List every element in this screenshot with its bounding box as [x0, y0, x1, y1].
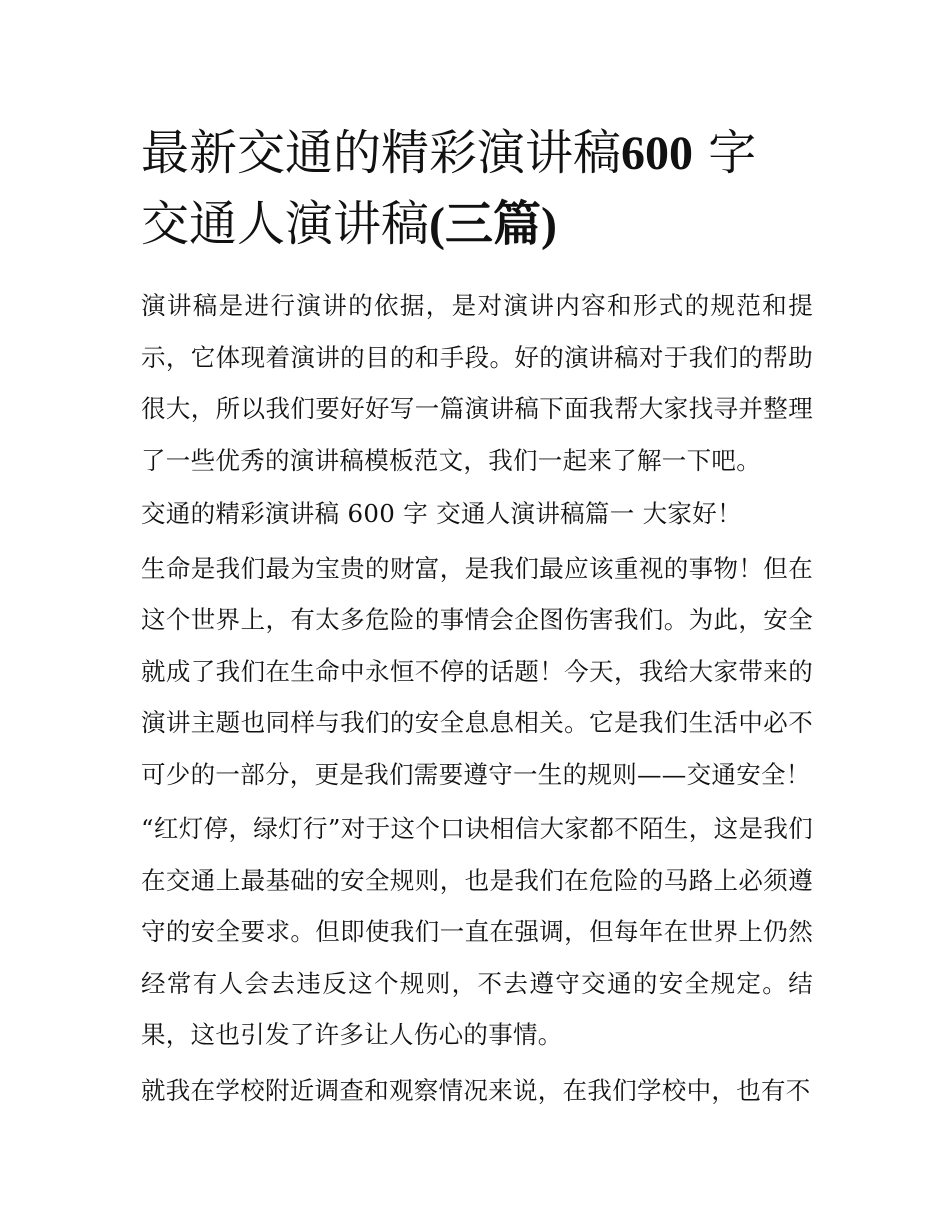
title-line-2-tail: (三篇) [429, 198, 557, 251]
title-line-2 [141, 189, 813, 260]
body-paragraph-3: 就我在学校附近调查和观察情况来说，在我们学校中，也有不 [141, 1075, 811, 1105]
document-title [141, 118, 813, 260]
document-content [141, 118, 813, 1116]
title-line-1-tail: 字 [693, 125, 757, 181]
intro-paragraph: 演讲稿是进行演讲的依据，是对演讲内容和形式的规范和提示，它体现着演讲的目的和手段。好的演讲稿对于我们的帮助很大，所以我们要好好写一篇演讲稿下面我帮大家找寻并整理了一些优秀的演讲稿模板范文，我们一起来了解一下吧。 [141, 291, 813, 475]
section-heading: 交通的精彩演讲稿 600 字 交通人演讲稿篇一 大家好！ [141, 499, 742, 528]
title-line-1-number: 600 [621, 127, 694, 180]
body-paragraph-2: “红灯停，绿灯行”对于这个口诀相信大家都不陌生，这是我们在交通上最基础的安全规则，也是我们在危险的马路上必须遵守的安全要求。但即使我们一直在强调，但每年在世界上仍然经常有人会去违反这个规则，不去遵守交通的安全规定。结果，这也引发了许多让人伤心的事情。 [141, 814, 813, 1049]
body-paragraph-1: 生命是我们最为宝贵的财富，是我们最应该重视的事物！但在这个世界上，有太多危险的事情会企图伤害我们。为此，安全就成了我们在生命中永恒不停的话题！今天，我给大家带来的演讲主题也同样与我们的安全息息相关。它是我们生活中必不可少的一部分，更是我们需要遵守一生的规则——交通安全！ [141, 553, 813, 789]
title-line-2-text: 交通人演讲稿 [141, 196, 430, 252]
title-line-1 [141, 118, 813, 189]
title-line-1-text: 最新交通的精彩演讲稿 [141, 125, 622, 181]
